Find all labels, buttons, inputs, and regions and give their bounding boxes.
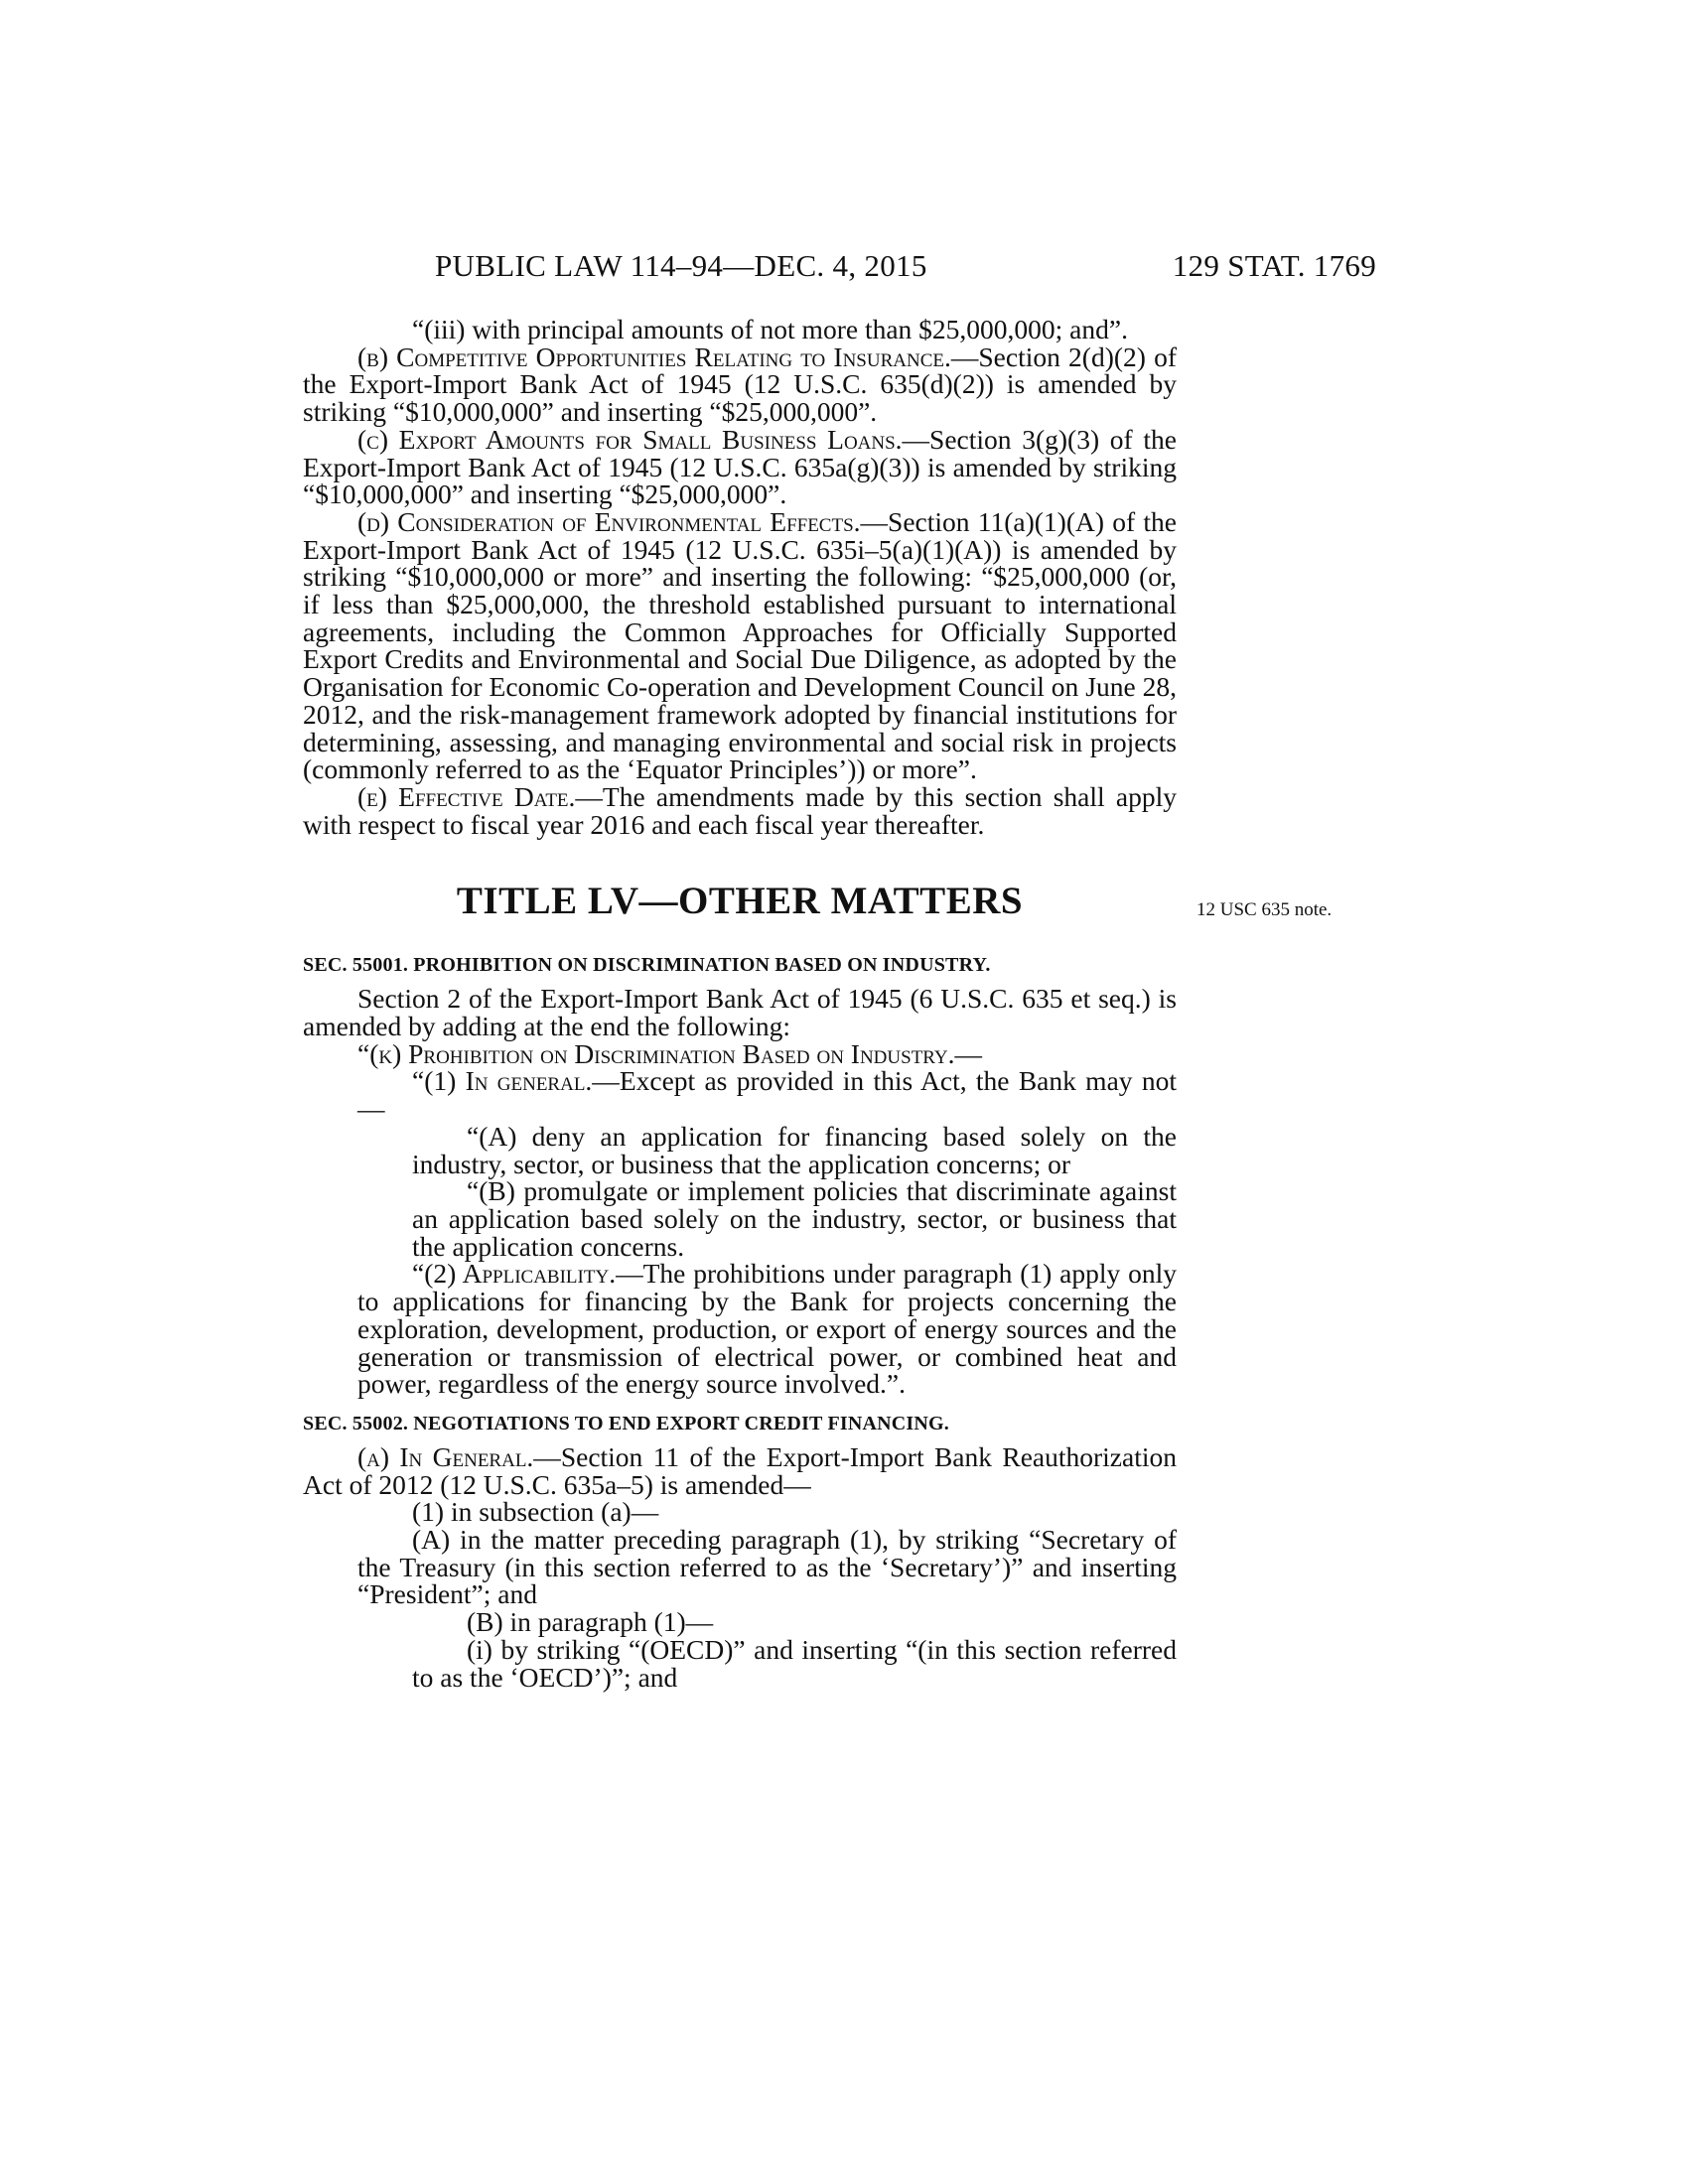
paragraph-c-heading: (c) Export Amounts for Small Business Loans.—	[357, 423, 930, 455]
section-55001-heading: SEC. 55001. PROHIBITION ON DISCRIMINATION BASED ON INDUSTRY.	[303, 954, 991, 977]
paragraph-e-body: The amendments made by this section shall apply with respect to fiscal year 2016 and each fiscal year thereafter.	[303, 780, 1177, 840]
subsection-k-heading	[303, 1037, 1177, 1069]
section-55002-item-1: (1) in subsection (a)—	[412, 1496, 659, 1528]
paragraph-d-body: Section 11(a)(1)(A) of the Export-Import Bank Act of 1945 (12 U.S.C. 635i–5(a)(1)(A)) is amended by striking “$10,000,000 or more” and inserting the following: “$25,000,000 (or, if less than $25,000,000, the threshold established pursuant to international agreements, including the Common Approaches for Officially Supported Export Credits and Environmental and Social Due Diligence, as adopted by the Organisation for Economic Co-operation and Development Council on June 28, 2012, and the risk-management framework adopted by financial institutions for determining, assessing, and managing environmental and social risk in projects (commonly referred to as the ‘Equator Principles’)) or more”.	[303, 505, 1178, 785]
paragraph-k1	[303, 1065, 1177, 1125]
paragraph-k2-body: The prohibitions under paragraph (1) apply only to applications for financing by the Bank for projects concerning the exploration, development, production, or export of energy sources and the generation or transmission of electrical power, or combined heat and power, regardless of the energy source involved.”.	[357, 1258, 1177, 1400]
section-55002-a-body: Section 11 of the Export-Import Bank Reauthorization Act of 2012 (12 U.S.C. 635a–5) is amended—	[303, 1440, 1177, 1500]
section-55001-intro: Section 2 of the Export-Import Bank Act of 1945 (6 U.S.C. 635 et seq.) is amended by adding at the end the following:	[303, 983, 1177, 1042]
section-55002-heading: SEC. 55002. NEGOTIATIONS TO END EXPORT CREDIT FINANCING.	[303, 1412, 949, 1434]
paragraph-e-heading: (e) Effective Date.—	[357, 780, 603, 812]
section-55002-a-heading: (a) In General.—	[357, 1440, 561, 1472]
paragraph-kA: “(A) deny an application for financing based solely on the industry, sector, or business that the application concerns; or	[412, 1120, 1177, 1179]
running-header-right: 129 STAT. 1769	[1172, 248, 1376, 283]
section-55002-item-B: (B) in paragraph (1)—	[467, 1606, 714, 1638]
section-55002-a	[303, 1440, 1177, 1500]
paragraph-k1-body: Except as provided in this Act, the Bank may not—	[357, 1065, 1177, 1125]
paragraph-c	[303, 423, 1177, 510]
paragraph-k1-heading: “(1) In general.—	[412, 1065, 620, 1097]
subsection-k-heading-text: “(k) Prohibition on Discrimination Based on Industry.—	[357, 1037, 983, 1069]
body-text	[303, 316, 1177, 1691]
title-heading: TITLE LV—OTHER MATTERS	[456, 880, 1024, 923]
paragraph-c-body: Section 3(g)(3) of the Export-Import Bank Act of 1945 (12 U.S.C. 635a(g)(3)) is amended by striking “$10,000,000” and inserting “$25,000,000”.	[303, 423, 1177, 510]
paragraph-b-heading: (b) Competitive Opportunities Relating to Insurance.—	[357, 341, 979, 372]
paragraph-kB: “(B) promulgate or implement policies that discriminate against an application based solely on the industry, sector, or business that the application concerns.	[412, 1175, 1177, 1262]
paragraph-e	[303, 780, 1177, 840]
paragraph-d	[303, 505, 1178, 785]
section-55002-item-i: (i) by striking “(OECD)” and inserting “(in this section referred to as the ‘OECD’)”; and	[412, 1633, 1177, 1693]
paragraph-b	[303, 343, 1177, 426]
margin-note: 12 USC 635 note.	[1196, 899, 1333, 920]
running-header-left: PUBLIC LAW 114–94—DEC. 4, 2015	[435, 248, 927, 283]
paragraph-k2	[303, 1260, 1177, 1398]
paragraph-iii: “(iii) with principal amounts of not more than $25,000,000; and”.	[412, 314, 1128, 344]
paragraph-d-heading: (d) Consideration of Environmental Effects.—	[357, 505, 889, 537]
paragraph-b-body: Section 2(d)(2) of the Export-Import Bank Act of 1945 (12 U.S.C. 635(d)(2)) is amended by striking “$10,000,000” and inserting “$25,000,000”.	[303, 341, 1177, 428]
paragraph-k2-heading: “(2) Applicability.—	[412, 1258, 643, 1290]
section-55002-item-A: (A) in the matter preceding paragraph (1), by striking “Secretary of the Treasury (in this section referred to as the ‘Secretary’)” and inserting “President”; and	[357, 1524, 1177, 1610]
